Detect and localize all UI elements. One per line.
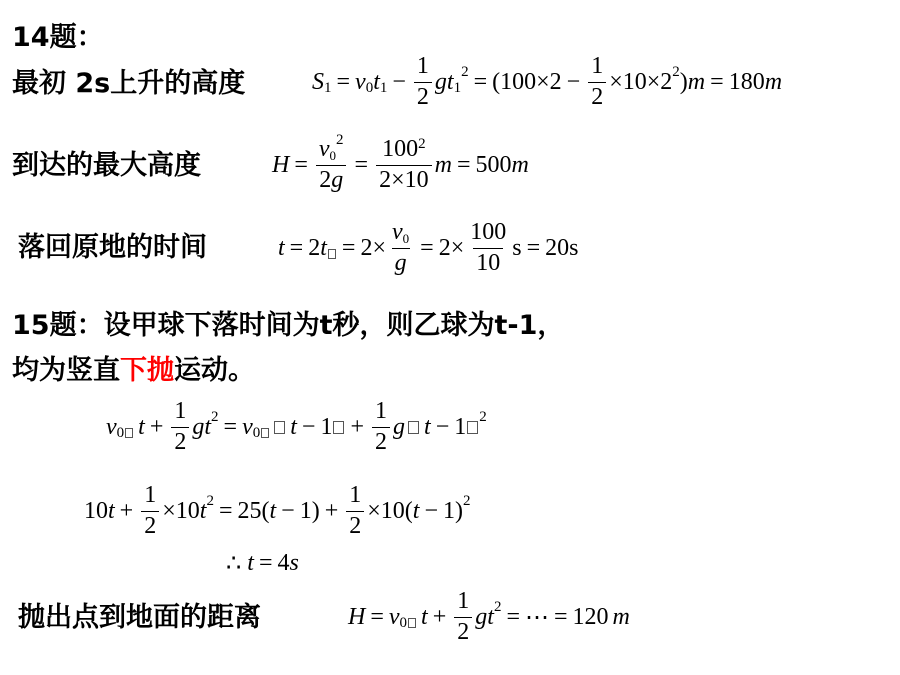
equation-result-t: ∴ t = 4 s <box>226 549 299 577</box>
throw-point-distance-label: 抛出点到地面的距离 <box>18 602 261 633</box>
problem-15-line2 <box>12 355 255 387</box>
equation-distance: H = v 0 t + $\frac{1}{2}$ gt 2 = ⋯ = 120 m <box>348 588 630 645</box>
equation-fall-time: t = 2 t = 2× $\frac{v0}{g}$ = 2× $\frac{100}{10}$ s = 20s <box>278 219 579 276</box>
problem-15-line1: 15题：设甲球下落时间为t秒，则乙球为t-1， <box>12 310 565 341</box>
problem-14-heading: 14题： <box>12 22 104 53</box>
equation-max-height: H = $\frac{v0^2}{2g}$ = $\frac{100^2}{2\times 10}$ m = 500 m <box>272 132 529 193</box>
max-height-label: 到达的最大高度 <box>12 150 201 181</box>
equation-s1: S 1 = v 0 t 1 − $\frac{1}{2}$ gt 1 2 = (100×2 − $\frac{1}{2}$ ×10×2 2 ) m = 180 m <box>312 53 783 110</box>
equation-substituted: 10 t + $\frac{1}{2}$ ×10 t 2 = 25( t − 1) + $\frac{1}{2}$ ×10( t − 1) 2 <box>84 482 471 539</box>
fall-back-time-label: 落回原地的时间 <box>18 232 207 263</box>
line2-suffix: 运动。 <box>174 355 255 386</box>
line2-prefix: 均为竖直 <box>12 355 120 386</box>
initial-2s-height-label: 最初 2s上升的高度 <box>12 68 246 99</box>
downward-throw-highlight: 下抛 <box>120 355 174 386</box>
equation-setup: v 0 t + $\frac{1}{2}$ gt 2 = v 0 t − 1 + $\frac{1}{2}$ g t − 1 2 <box>106 398 487 455</box>
